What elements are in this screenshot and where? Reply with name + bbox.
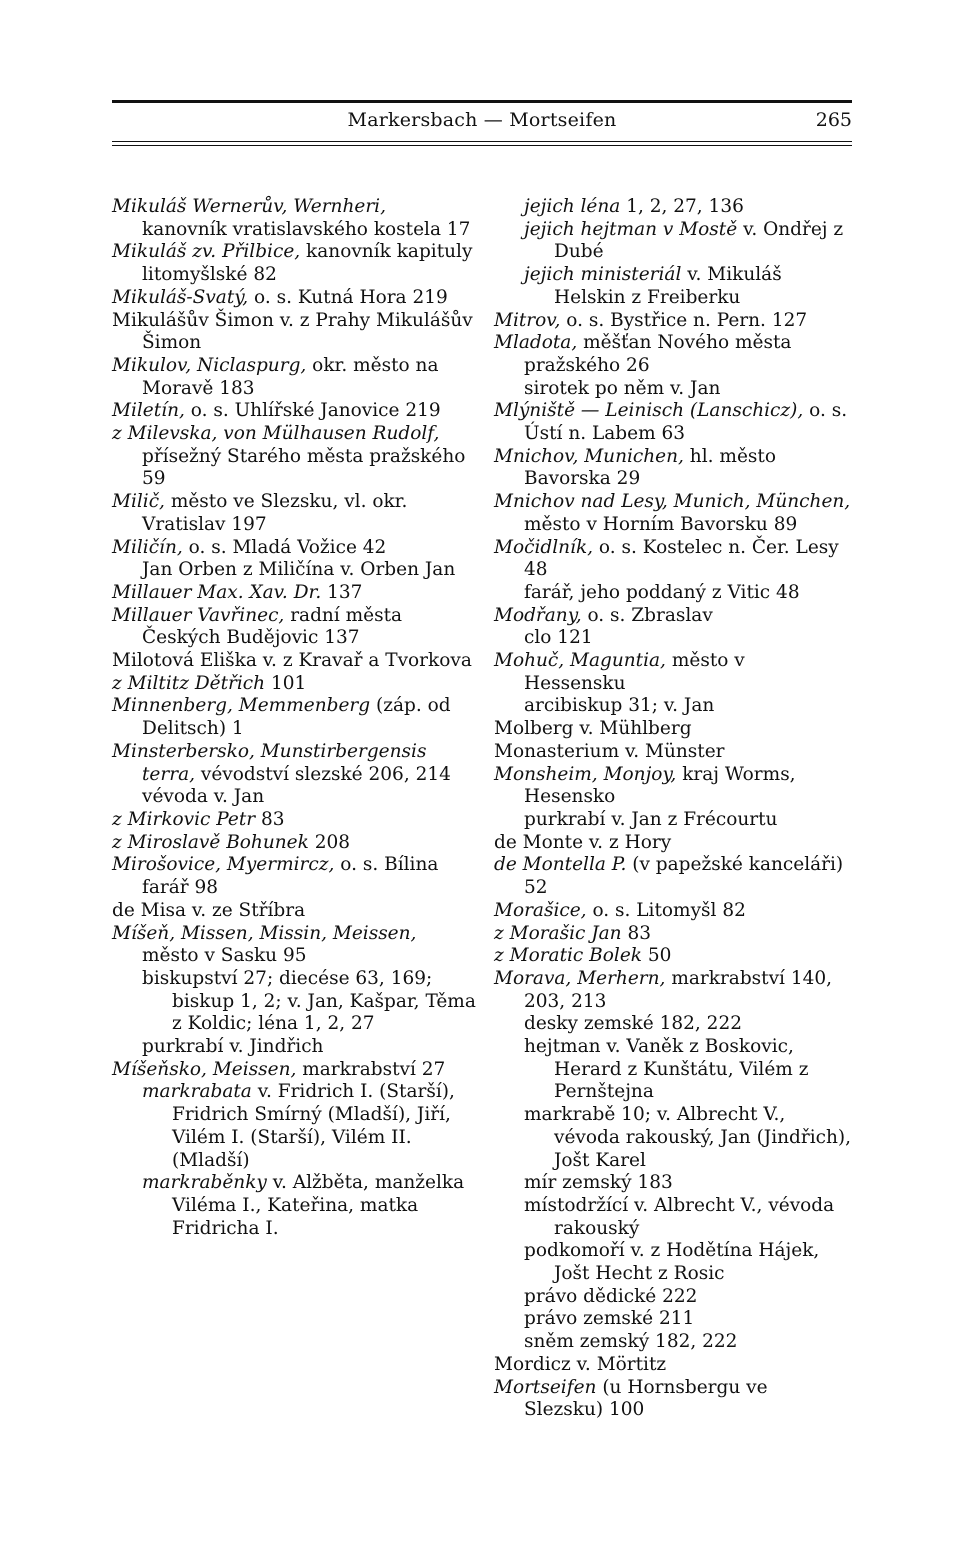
index-entry: Mladota, měšťan Nového města pražského 26 [494, 332, 792, 376]
index-entry: Minnenberg, Memmenberg (záp. od Delitsch) 1 [112, 695, 451, 740]
index-entry: hejtman v. Vaněk z Boskovic, Herard z Kunštátu, Vilém z Pernštejna [524, 1036, 809, 1103]
index-entry: Mortseifen (u Hornsbergu ve Slezsku) 100 [494, 1376, 768, 1421]
index-entry: Milotová Eliška v. z Kravař a Tvorkova [112, 650, 472, 672]
index-entry: Močidlník, o. s. Kostelec n. Čer. Lesy 48 [494, 536, 839, 581]
index-entry: Miletín, o. s. Uhlířské Janovice 219 [112, 400, 441, 422]
index-entry: Monasterium v. Münster [494, 740, 725, 762]
index-entry: mír zemský 183 [524, 1172, 673, 1194]
index-entry: Millauer Vavřinec, radní města Českých Budějovic 137 [112, 604, 403, 649]
index-entry: Mikuláš-Svatý, o. s. Kutná Hora 219 [112, 286, 448, 308]
index-entry: arcibiskup 31; v. Jan [524, 695, 715, 717]
index-entry: Mnichov, Munichen, hl. město Bavorska 29 [494, 445, 776, 490]
index-entry: Míšeň, Missen, Missin, Meissen, město v Sasku 95 [112, 922, 417, 967]
index-entry: sněm zemský 182, 222 [524, 1331, 738, 1353]
index-entry: farář, jeho poddaný z Vitic 48 [524, 581, 800, 603]
index-entry: Mnichov nad Lesy, Munich, München, město v Horním Bavorsku 89 [494, 491, 851, 535]
header-row [112, 103, 852, 139]
index-entry: desky zemské 182, 222 [524, 1013, 742, 1035]
index-entry: z Morašic Jan 83 [494, 922, 652, 944]
index-entry: Mikulov, Niclaspurg, okr. město na Moravě 183 [112, 354, 439, 399]
index-entry: jejich léna 1, 2, 27, 136 [524, 196, 744, 217]
index-entry: místodržící v. Albrecht V., vévoda rakouský [524, 1194, 835, 1239]
index-entry: Miličín, o. s. Mladá Vožice 42 [112, 536, 387, 558]
index-entry: markraběnky v. Alžběta, manželka Viléma I., Kateřina, matka Fridricha I. [142, 1172, 465, 1239]
index-entry: z Miltitz Dětřich 101 [112, 672, 307, 694]
index-entry: Minsterbersko, Munstirbergensis terra, vévodství slezské 206, 214 [112, 740, 451, 785]
index-entry: Mirošovice, Myermircz, o. s. Bílina [112, 854, 439, 876]
index-entry: Mikuláš zv. Přilbice, kanovník kapituly litomyšlské 82 [112, 241, 473, 286]
index-entry: z Moratic Bolek 50 [494, 945, 672, 967]
index-entry: Millauer Max. Xav. Dr. 137 [112, 581, 363, 603]
index-entry: de Misa v. ze Stříbra [112, 899, 306, 921]
index-entry: jejich ministeriál v. Mikuláš Helskin z Freiberku [524, 264, 782, 308]
running-header [112, 88, 852, 146]
index-entry: clo 121 [524, 627, 593, 649]
index-entry: Mlýniště — Leinisch (Lanschicz), o. s. Ústí n. Labem 63 [494, 400, 848, 445]
header-rule-bottom [112, 141, 852, 142]
index-entry: de Monte v. z Hory [494, 831, 672, 853]
index-entry: z Mirkovic Petr 83 [112, 808, 285, 830]
index-entry: Morašice, o. s. Litomyšl 82 [494, 899, 746, 921]
index-entry: farář 98 [142, 877, 219, 899]
index-entry: Mikuláš Wernerův, Wernheri, kanovník vratislavského kostela 17 [112, 196, 471, 240]
index-entry: vévoda v. Jan [142, 786, 265, 808]
index-entry: z Milevska, von Mülhausen Rudolf, přísežný Starého města pražského 59 [112, 423, 466, 490]
index-entry: purkrabí v. Jindřich [142, 1036, 324, 1058]
index-entry: sirotek po něm v. Jan [524, 377, 721, 399]
index-entry: purkrabí v. Jan z Frécourtu [524, 808, 778, 830]
header-title: Markersbach — Mortseifen [347, 109, 617, 131]
index-entry: de Montella P. (v papežské kanceláři) 52 [494, 854, 844, 899]
index-entry: Milič, město ve Slezsku, vl. okr. Vratislav 197 [112, 491, 408, 535]
index-entry: Mohuč, Maguntia, město v Hessensku [494, 650, 745, 694]
index-entry: Mordicz v. Mörtitz [494, 1353, 667, 1375]
index-entry: jejich hejtman v Mostě v. Ondřej z Dubé [524, 218, 844, 263]
index-entry: Modřany, o. s. Zbraslav [494, 604, 713, 626]
page-number: 265 [815, 109, 852, 131]
index-entry: z Miroslavě Bohunek 208 [112, 831, 351, 853]
index-entry: markrabě 10; v. Albrecht V., vévoda rakouský, Jan (Jindřich), Jošt Karel [524, 1104, 852, 1171]
index-entry: Míšeňsko, Meissen, markrabství 27 [112, 1058, 446, 1080]
index-column-right [494, 196, 852, 1422]
index-entry: podkomoří v. z Hodětína Hájek, Jošt Hecht z Rosic [524, 1240, 820, 1285]
index-entry: Morava, Merhern, markrabství 140, 203, 213 [494, 967, 833, 1012]
index-entry: Monsheim, Monjoy, kraj Worms, Hesensko [494, 763, 796, 808]
index-entry: Jan Orben z Miličína v. Orben Jan [142, 559, 456, 581]
index-entry: biskupství 27; diecése 63, 169; biskup 1, 2; v. Jan, Kašpar, Těma z Koldic; léna 1, 2, 27 [142, 967, 476, 1035]
index-entry: Molberg v. Mühlberg [494, 718, 692, 740]
index-column-left [112, 196, 476, 1240]
index-entry: právo dědické 222 [524, 1285, 698, 1307]
header-rule-bottom-double [112, 145, 852, 146]
index-entry: markrabata v. Fridrich I. (Starší), Fridrich Smírný (Mladší), Jiří, Vilém I. (Starší), Vilém II. (Mladší) [142, 1081, 455, 1171]
index-entry: právo zemské 211 [524, 1308, 695, 1330]
index-entry: Mikulášův Šimon v. z Prahy Mikulášův Šimon [112, 309, 473, 354]
index-entry: Mitrov, o. s. Bystřice n. Pern. 127 [494, 309, 808, 331]
